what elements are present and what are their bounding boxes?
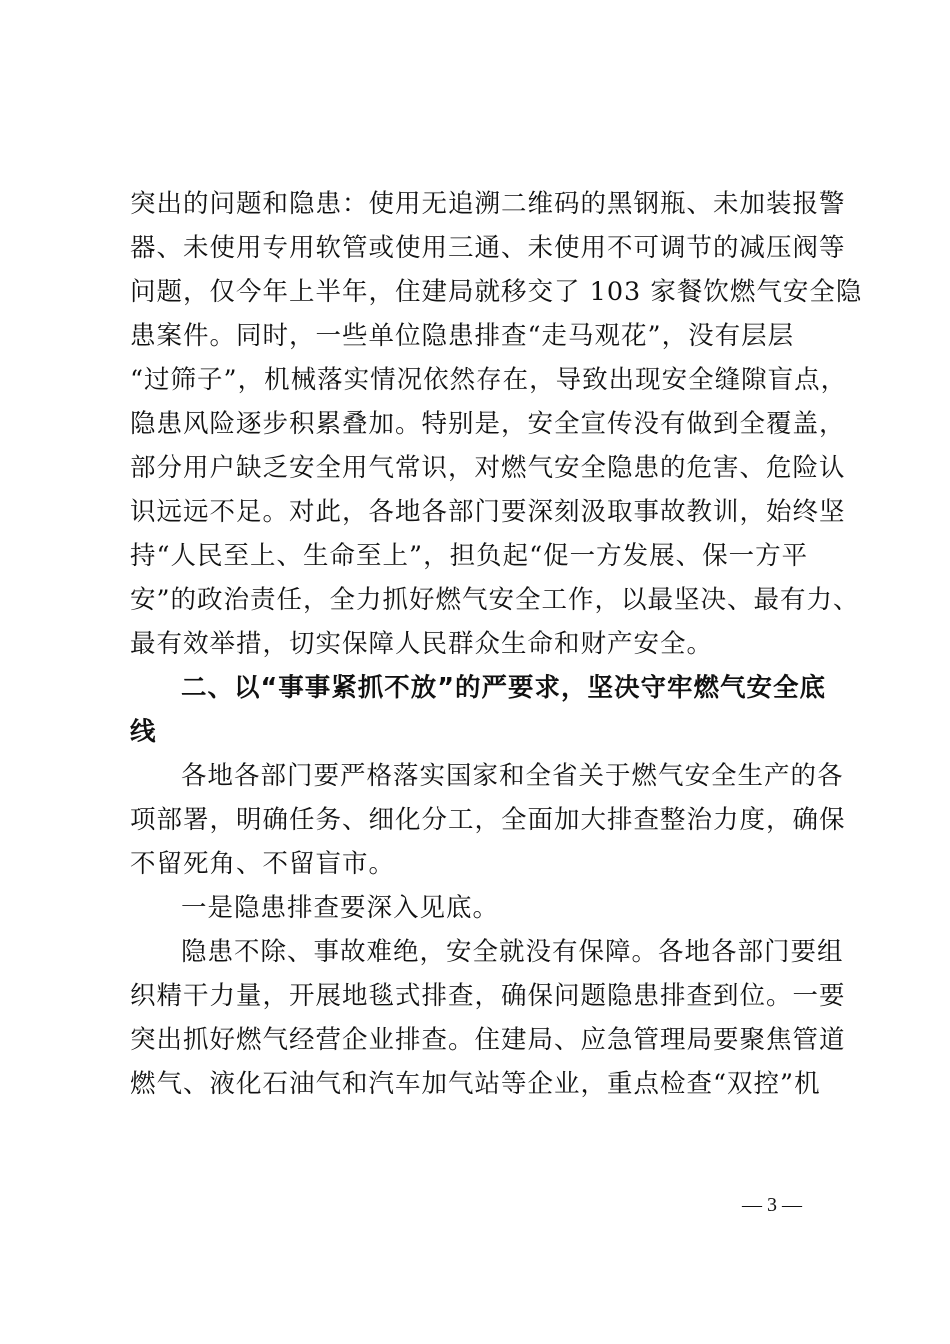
text-line: 最有效举措，切实保障人民群众生命和财产安全。 <box>130 629 714 659</box>
text-line: 器、未使用专用软管或使用三通、未使用不可调节的减压阀等 <box>130 233 846 263</box>
text-line: 燃气、液化石油气和汽车加气站等企业，重点检查“双控”机 <box>130 1069 821 1099</box>
section-heading <box>130 666 840 754</box>
text-line: “过筛子”，机械落实情况依然存在，导致出现安全缝隙盲点， <box>130 365 848 395</box>
text-line: 持“人民至上、生命至上”，担负起“促一方发展、保一方平 <box>130 541 809 571</box>
text-line: 不留死角、不留盲市。 <box>130 849 396 879</box>
text-line: 患案件。同时，一些单位隐患排查“走马观花”，没有层层 <box>130 321 795 351</box>
body-text <box>130 182 863 1106</box>
text-line: 突出抓好燃气经营企业排查。住建局、应急管理局要聚焦管道 <box>130 1025 846 1055</box>
paragraph-3 <box>130 886 840 930</box>
text-line: 一是隐患排查要深入见底。 <box>181 893 500 923</box>
text-line: 安”的政治责任，全力抓好燃气安全工作，以最坚决、最有力、 <box>130 585 860 615</box>
text-line: 部分用户缺乏安全用气常识，对燃气安全隐患的危害、危险认 <box>130 453 846 483</box>
paragraph-1 <box>130 182 863 666</box>
text-line: 隐患风险逐步积累叠加。特别是，安全宣传没有做到全覆盖， <box>130 409 846 439</box>
text-line: 隐患不除、事故难绝，安全就没有保障。各地各部门要组 <box>181 937 844 967</box>
paragraph-2 <box>130 754 846 886</box>
paragraph-4 <box>130 930 846 1106</box>
heading-line: 二、以“事事紧抓不放”的严要求，坚决守牢燃气安全底 <box>181 673 827 703</box>
page-number: — 3 — <box>742 1194 802 1216</box>
text-line: 问题，仅今年上半年，住建局就移交了 103 家餐饮燃气安全隐 <box>130 277 863 307</box>
text-line: 项部署，明确任务、细化分工，全面加大排查整治力度，确保 <box>130 805 846 835</box>
text-line: 突出的问题和隐患：使用无追溯二维码的黑钢瓶、未加装报警 <box>130 189 846 219</box>
text-line: 识远远不足。对此，各地各部门要深刻汲取事故教训，始终坚 <box>130 497 846 527</box>
text-line: 各地各部门要严格落实国家和全省关于燃气安全生产的各 <box>181 761 844 791</box>
text-line: 织精干力量，开展地毯式排查，确保问题隐患排查到位。一要 <box>130 981 846 1011</box>
heading-line: 线 <box>130 717 157 747</box>
